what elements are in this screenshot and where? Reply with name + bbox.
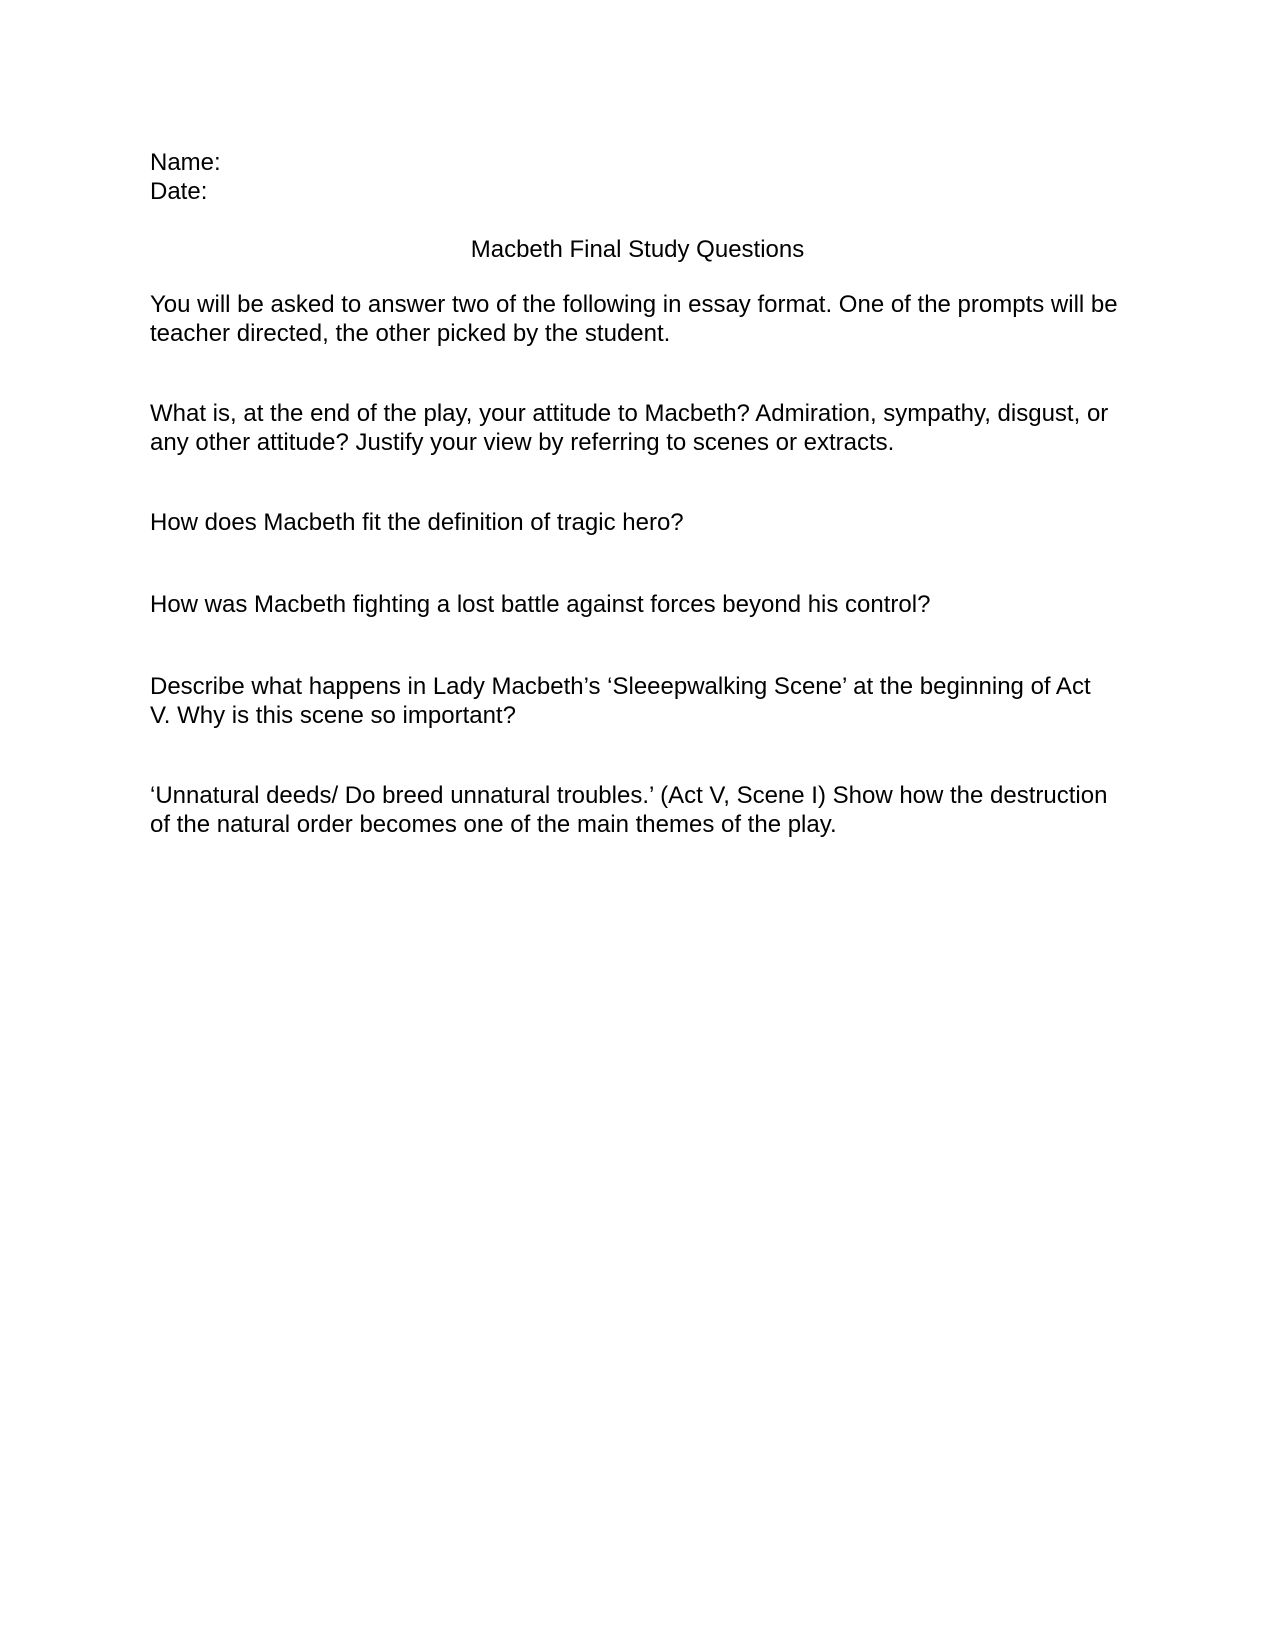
question-1: What is, at the end of the play, your attitude to Macbeth? Admiration, sympathy, disgust, or any other attitude? Justify your view by referring to scenes or extracts. [150,400,1109,456]
date-label: Date: [150,178,208,205]
header-fields [150,148,221,206]
question-2: How does Macbeth fit the definition of tragic hero? [150,509,684,536]
name-label: Name: [150,149,221,176]
question-3: How was Macbeth fighting a lost battle against forces beyond his control? [150,591,931,618]
instructions: You will be asked to answer two of the following in essay format. One of the prompts will be teacher directed, the other picked by the student. [150,291,1118,347]
question-4: Describe what happens in Lady Macbeth’s ‘Sleeepwalking Scene’ at the beginning of Act V. Why is this scene so important? [150,673,1091,729]
page-title: Macbeth Final Study Questions [470,236,805,263]
question-5: ‘Unnatural deeds/ Do breed unnatural troubles.’ (Act V, Scene I) Show how the destruction of the natural order becomes one of the main themes of the play. [150,782,1108,838]
